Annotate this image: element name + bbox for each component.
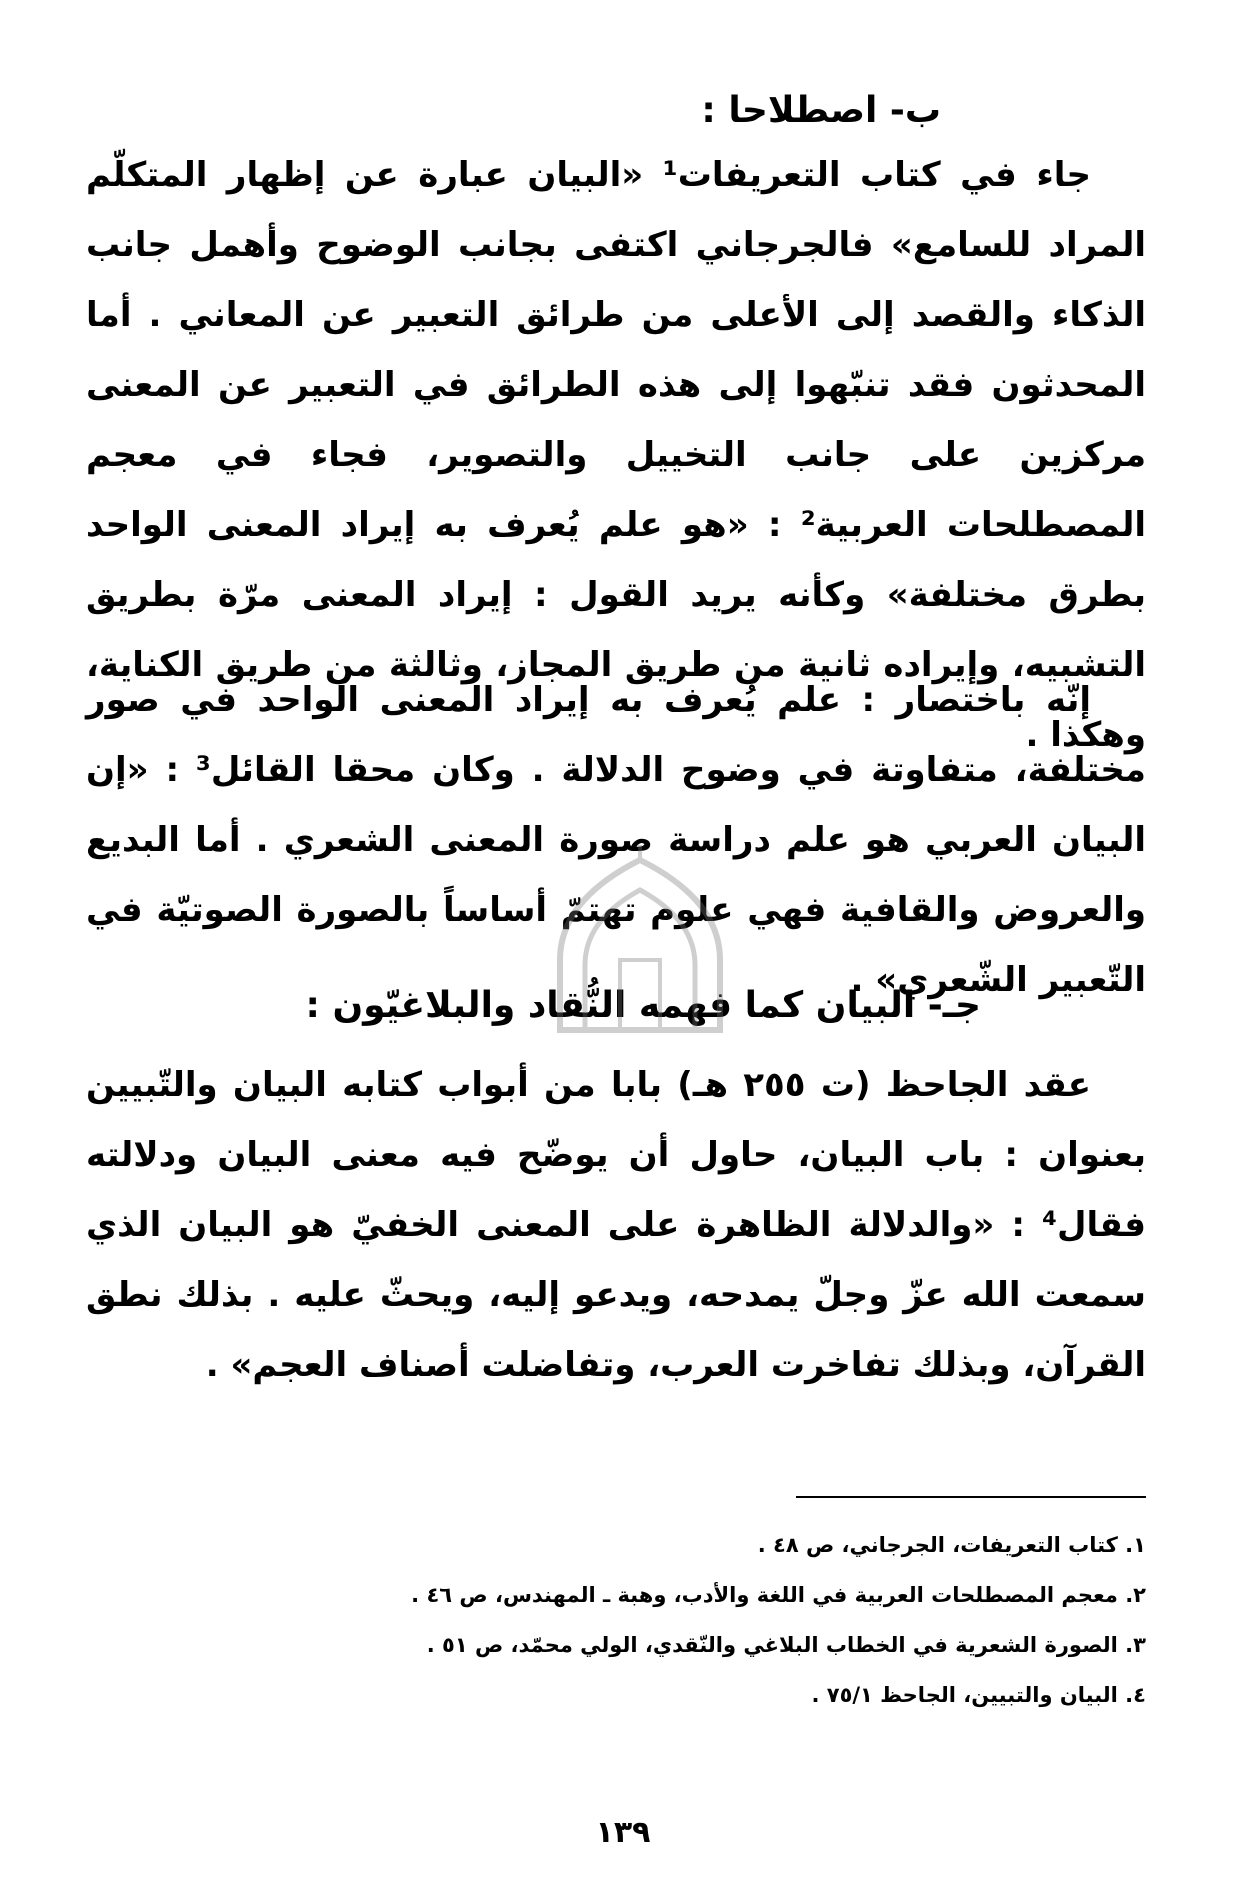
- paragraph-2: إنّه باختصار : علم يُعرف به إيراد المعنى الواحد في صور مختلفة، متفاوتة في وضوح الدلالة . وكان محقا القائل³ : «إن البيان العربي هو علم دراسة صورة المعنى الشعري . أما البديع والعروض والقافية فهي علوم تهتمّ أساساً بالصورة الصوتيّة في التّعبير الشّعري» .: [86, 680, 1146, 1000]
- footnotes: [326, 1520, 1146, 1720]
- footnote-1: ١. كتاب التعريفات، الجرجاني، ص ٤٨ .: [757, 1533, 1146, 1557]
- paragraph-1: جاء في كتاب التعريفات¹ «البيان عبارة عن إظهار المتكلّم المراد للسامع» فالجرجاني اكتفى بجانب الوضوح وأهمل جانب الذكاء والقصد إلى الأعلى من طرائق التعبير عن المعاني . أما المحدثون فقد تنبّهوا إلى هذه الطرائق في التعبير عن المعنى مركزين على جانب التخييل والتصوير، فجاء في معجم المصطلحات العربية² : «هو علم يُعرف به إيراد المعنى الواحد بطرق مختلفة» وكأنه يريد القول : إيراد المعنى مرّة بطريق التشبيه، وإيراده ثانية من طريق المجاز، وثالثة من طريق الكناية، وهكذا .: [86, 155, 1146, 755]
- watermark-icon: [540, 840, 740, 1040]
- footnote-separator: [796, 1496, 1146, 1498]
- footnote-3: ٣. الصورة الشعرية في الخطاب البلاغي والنّقدي، الولي محمّد، ص ٥١ .: [426, 1633, 1146, 1657]
- footnote-4: ٤. البيان والتبيين، الجاحظ ٧٥/١ .: [811, 1683, 1146, 1707]
- section-heading-j: جـ- البيان كما فهمه النُّقاد والبلاغيّون :: [305, 985, 981, 1026]
- section-heading-b: ب- اصطلاحا :: [701, 90, 941, 131]
- paragraph-3: عقد الجاحظ (ت ٢٥٥ هـ) بابا من أبواب كتابه البيان والتّبيين بعنوان : باب البيان، حاول أن يوضّح فيه معنى البيان ودلالته فقال⁴ : «والدلالة الظاهرة على المعنى الخفيّ هو البيان الذي سمعت الله عزّ وجلّ يمدحه، ويدعو إليه، ويحثّ عليه . بذلك نطق القرآن، وبذلك تفاخرت العرب، وتفاضلت أصناف العجم» .: [86, 1065, 1146, 1385]
- footnote-2: ٢. معجم المصطلحات العربية في اللغة والأدب، وهبة ـ المهندس، ص ٤٦ .: [411, 1583, 1146, 1607]
- page-number: ١٣٩: [595, 1815, 651, 1850]
